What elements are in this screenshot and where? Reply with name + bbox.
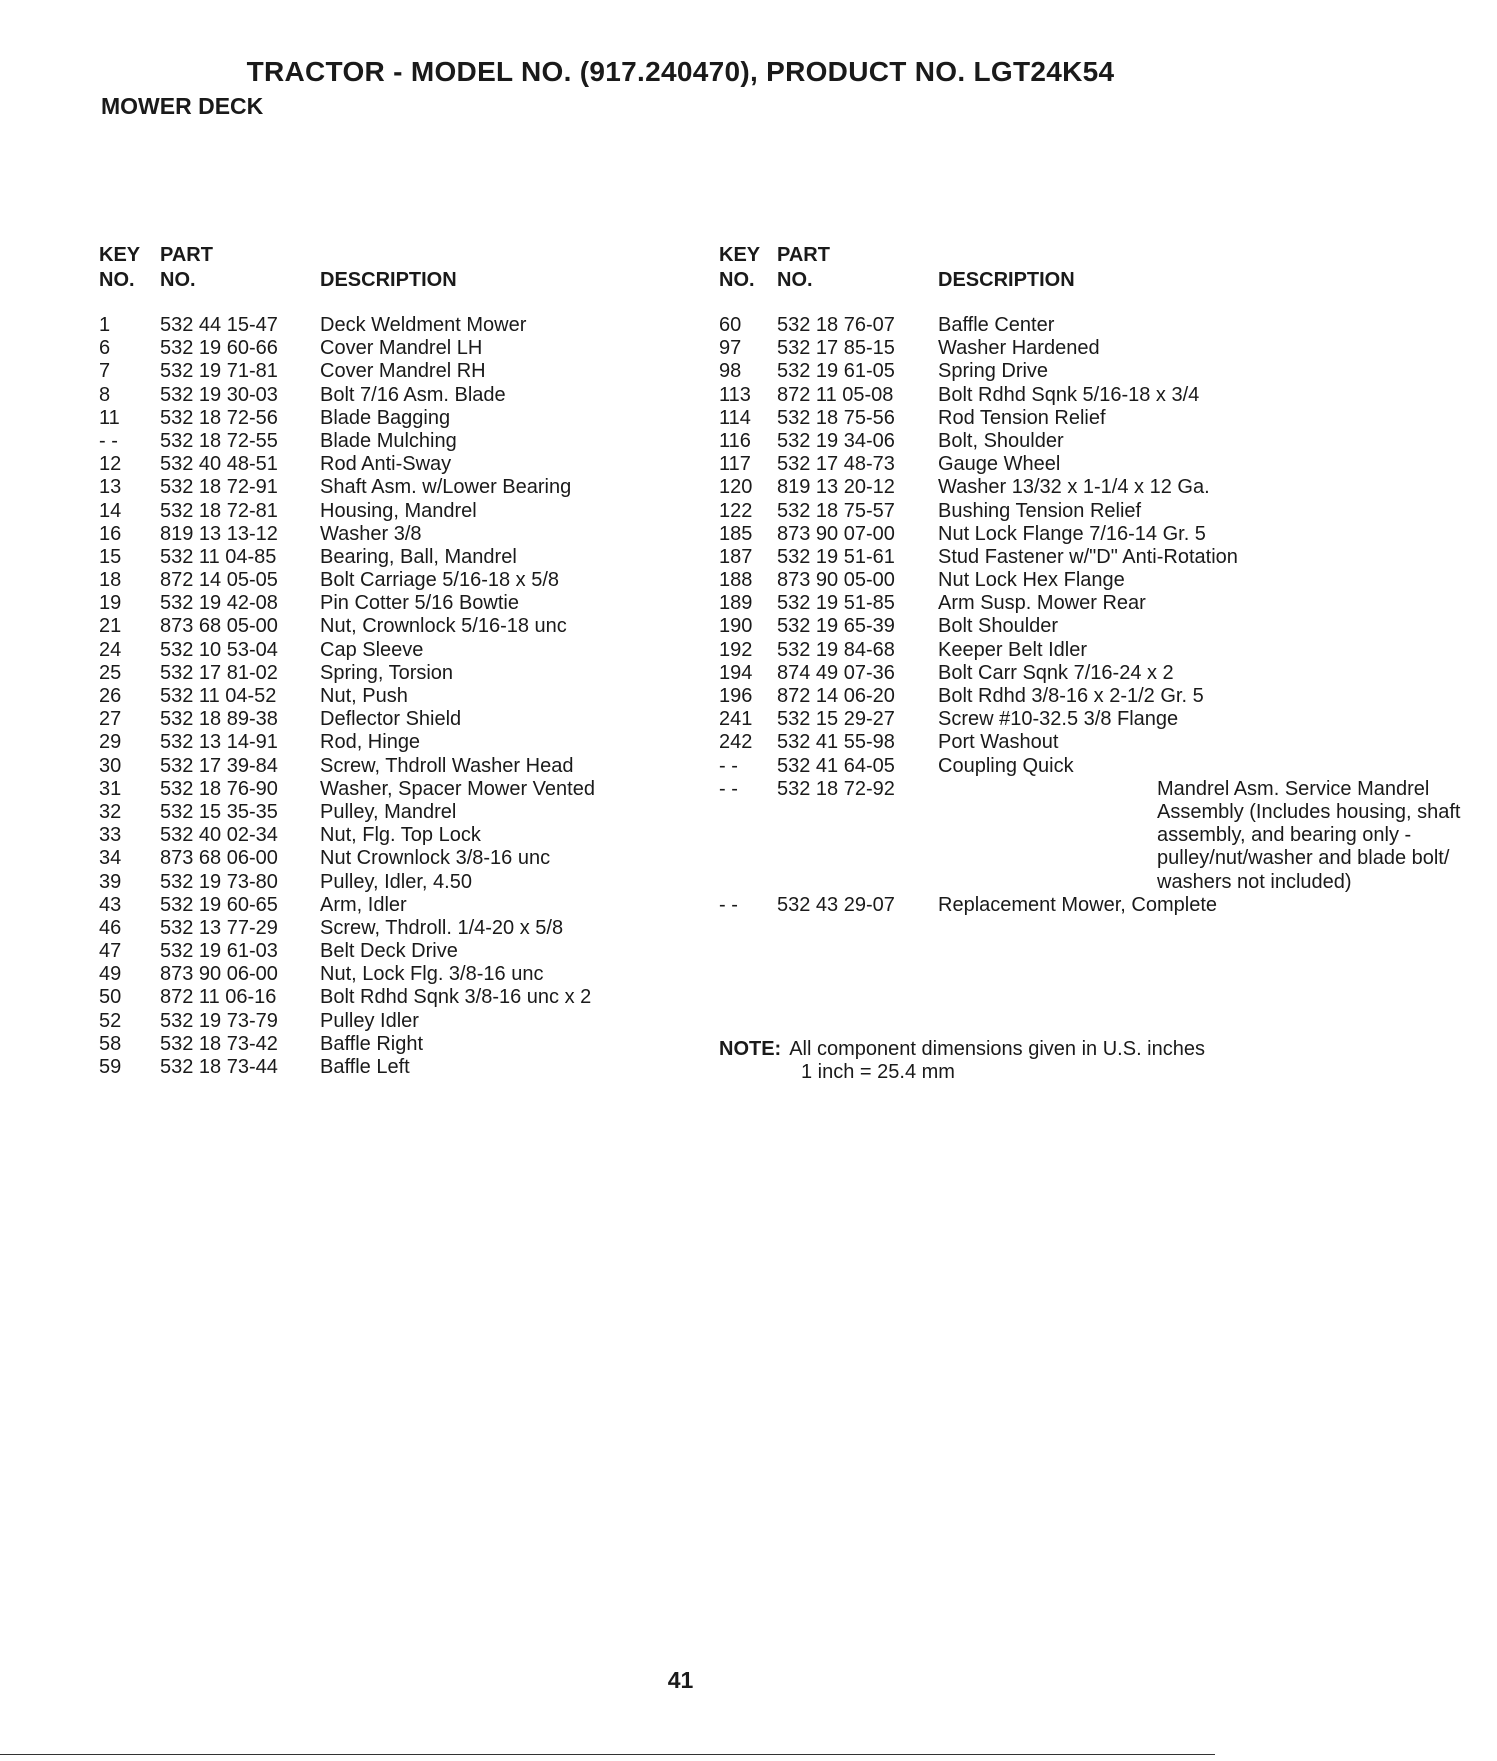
table-body (719, 314, 1461, 917)
part-description: Pulley Idler (320, 1009, 419, 1032)
part-number: 874 49 07-36 (777, 661, 895, 684)
note-line1: All component dimensions given in U.S. inches (789, 1038, 1205, 1060)
part-number: 532 18 73-42 (160, 1032, 278, 1055)
note (719, 1038, 1205, 1084)
part-description: Arm, Idler (320, 893, 407, 916)
part-description: Port Washout (938, 731, 1059, 754)
part-description: Spring, Torsion (320, 661, 454, 684)
header-key-line1: KEY (99, 244, 141, 266)
key-number: 97 (719, 337, 742, 360)
part-number: 532 15 29-27 (777, 708, 895, 731)
header-key-line2: NO. (99, 269, 135, 291)
part-number: 532 17 48-73 (777, 453, 895, 476)
page-title: TRACTOR - MODEL NO. (917.240470), PRODUCT NO. LGT24K54 (246, 56, 1115, 87)
key-number: 1 (99, 314, 111, 336)
key-number: 50 (99, 986, 122, 1009)
part-description: Bearing, Ball, Mandrel (320, 545, 517, 568)
bottom-divider (0, 1754, 1215, 1755)
part-description: Blade Mulching (320, 429, 457, 452)
part-number: 532 17 85-15 (777, 337, 895, 360)
part-description: Nut, Lock Flg. 3/8-16 unc (320, 963, 544, 986)
table-row (719, 615, 1278, 638)
key-number: 192 (719, 638, 753, 661)
header-key-line1: KEY (719, 244, 761, 266)
part-number: 532 44 15-47 (160, 314, 278, 336)
key-number: 24 (99, 638, 122, 661)
part-description: Nut, Push (320, 685, 408, 707)
part-number: 873 68 06-00 (160, 847, 278, 870)
part-number: 872 14 06-20 (777, 685, 895, 707)
part-number: 532 18 72-56 (160, 406, 278, 429)
part-description: Keeper Belt Idler (938, 638, 1087, 661)
part-description: Deflector Shield (320, 708, 462, 731)
table-row (719, 894, 1278, 917)
key-number: - - (719, 893, 738, 916)
key-number: 18 (99, 569, 122, 592)
part-number: 532 19 71-81 (160, 360, 278, 383)
key-number: 47 (99, 940, 122, 963)
part-number: 532 19 61-03 (160, 940, 278, 963)
table-row (719, 314, 1278, 337)
key-number: 58 (99, 1032, 122, 1055)
table-row (719, 731, 1278, 754)
part-number: 873 90 06-00 (160, 963, 278, 986)
header-description: DESCRIPTION (938, 269, 1075, 291)
key-number: 46 (99, 916, 122, 939)
key-number: 13 (99, 476, 122, 499)
part-number: 532 15 35-35 (160, 800, 278, 823)
key-number: 19 (99, 592, 122, 615)
part-description: Washer 13/32 x 1-1/4 x 12 Ga. (938, 476, 1210, 499)
part-description: Screw #10-32.5 3/8 Flange (938, 708, 1179, 731)
part-description: Cover Mandrel LH (320, 337, 483, 360)
table-row (719, 407, 1278, 430)
part-number: 873 90 07-00 (777, 522, 895, 545)
key-number: 122 (719, 499, 753, 522)
note-line2: 1 inch = 25.4 mm (801, 1061, 955, 1083)
key-number: 98 (719, 360, 742, 383)
key-number: 32 (99, 800, 122, 823)
key-number: 60 (719, 314, 742, 336)
part-number: 532 18 76-07 (777, 314, 895, 336)
key-number: 29 (99, 731, 122, 754)
part-number: 532 10 53-04 (160, 638, 278, 661)
part-number: 532 19 61-05 (777, 360, 895, 383)
part-number: 819 13 20-12 (777, 476, 895, 499)
key-number: 113 (719, 383, 751, 406)
part-number: 532 41 64-05 (777, 754, 895, 777)
table-row (719, 500, 1278, 523)
key-number: 242 (719, 731, 753, 754)
part-number: 532 18 72-55 (160, 429, 278, 452)
key-number: 31 (99, 777, 122, 800)
part-number: 532 19 60-65 (160, 893, 278, 916)
key-number: 6 (99, 337, 111, 360)
page-number: 41 (667, 1667, 694, 1693)
part-description: Pulley, Mandrel (320, 800, 457, 823)
part-description: Nut Lock Hex Flange (938, 569, 1125, 592)
table-row (719, 755, 1278, 778)
part-number: 872 11 05-08 (777, 383, 894, 406)
part-description: Bolt Rdhd Sqnk 5/16-18 x 3/4 (938, 383, 1200, 406)
part-number: 532 18 72-92 (777, 777, 895, 800)
part-number: 532 18 72-91 (160, 476, 278, 499)
part-description: Deck Weldment Mower (320, 314, 527, 336)
part-description: Baffle Center (938, 314, 1055, 336)
key-number: 15 (99, 545, 122, 568)
table-row (719, 708, 1278, 731)
part-description: Arm Susp. Mower Rear (938, 592, 1146, 615)
table-row (719, 430, 1278, 453)
part-description: Washer 3/8 (320, 522, 422, 545)
part-number: 532 19 51-61 (777, 545, 895, 568)
part-description: Housing, Mandrel (320, 499, 477, 522)
key-number: - - (719, 777, 738, 800)
key-number: 33 (99, 824, 122, 847)
key-number: 16 (99, 522, 122, 545)
part-number: 873 90 05-00 (777, 569, 895, 592)
header-part-line1: PART (160, 244, 213, 266)
part-number: 532 18 75-56 (777, 406, 895, 429)
part-number: 532 13 14-91 (160, 731, 278, 754)
table-header (719, 244, 1278, 298)
table-row (719, 569, 1278, 592)
part-number: 532 43 29-07 (777, 893, 895, 916)
key-number: 11 (99, 406, 120, 429)
part-description: Stud Fastener w/"D" Anti-Rotation (938, 545, 1238, 568)
part-number: 872 11 06-16 (160, 986, 277, 1009)
part-number: 532 18 72-81 (160, 499, 278, 522)
part-number: 532 40 02-34 (160, 824, 278, 847)
key-number: - - (719, 754, 738, 777)
key-number: 185 (719, 522, 753, 545)
part-description: Bolt, Shoulder (938, 429, 1064, 452)
part-number: 532 13 77-29 (160, 916, 278, 939)
part-number: 532 19 65-39 (777, 615, 895, 638)
part-number: 532 41 55-98 (777, 731, 895, 754)
part-description: Coupling Quick (938, 754, 1074, 777)
part-description: Rod, Hinge (320, 731, 421, 754)
key-number: 187 (719, 545, 753, 568)
key-number: 49 (99, 963, 122, 986)
part-description: Shaft Asm. w/Lower Bearing (320, 476, 572, 499)
key-number: 190 (719, 615, 753, 638)
key-number: 114 (719, 406, 751, 429)
part-description: Pin Cotter 5/16 Bowtie (320, 592, 519, 615)
table-row (719, 384, 1278, 407)
part-description: Bolt 7/16 Asm. Blade (320, 383, 506, 406)
key-number: 117 (719, 453, 751, 476)
part-description: Cover Mandrel RH (320, 360, 486, 383)
part-number: 532 40 48-51 (160, 453, 278, 476)
key-number: 12 (99, 453, 122, 476)
key-number: 30 (99, 754, 122, 777)
part-description: Belt Deck Drive (320, 940, 458, 963)
part-description: Washer Hardened (938, 337, 1100, 360)
key-number: 25 (99, 661, 122, 684)
part-number: 532 11 04-85 (160, 545, 277, 568)
key-number: 188 (719, 569, 753, 592)
table-row (719, 662, 1278, 685)
part-description: Spring Drive (938, 360, 1049, 383)
part-description: Bolt Carr Sqnk 7/16-24 x 2 (938, 661, 1174, 684)
table-row (719, 360, 1278, 383)
part-number: 532 19 51-85 (777, 592, 895, 615)
part-number: 532 19 84-68 (777, 638, 895, 661)
key-number: 34 (99, 847, 122, 870)
part-description: Pulley, Idler, 4.50 (320, 870, 472, 893)
table-row (719, 337, 1278, 360)
table-row (719, 685, 1278, 708)
key-number: 194 (719, 661, 753, 684)
table-row (719, 476, 1278, 499)
key-number: 52 (99, 1009, 122, 1032)
part-description: Nut, Crownlock 5/16-18 unc (320, 615, 567, 638)
part-description: Blade Bagging (320, 406, 451, 429)
key-number: 26 (99, 685, 122, 707)
part-description: Bolt Shoulder (938, 615, 1059, 638)
key-number: 7 (99, 360, 111, 383)
part-number: 532 17 39-84 (160, 754, 278, 777)
part-description: Baffle Left (320, 1056, 410, 1078)
part-number: 532 19 73-79 (160, 1009, 278, 1032)
part-number: 873 68 05-00 (160, 615, 278, 638)
part-description: Nut Crownlock 3/8-16 unc (320, 847, 551, 870)
key-number: 241 (719, 708, 753, 731)
parts-table-right (719, 244, 1461, 917)
header-description: DESCRIPTION (320, 269, 457, 291)
key-number: 43 (99, 893, 122, 916)
part-description: Nut, Flg. Top Lock (320, 824, 481, 847)
part-number: 532 18 73-44 (160, 1056, 278, 1078)
table-row (719, 639, 1278, 662)
part-description: Bolt Carriage 5/16-18 x 5/8 (320, 569, 560, 592)
key-number: 59 (99, 1056, 122, 1078)
part-number: 532 18 75-57 (777, 499, 895, 522)
table-row (719, 777, 1461, 894)
key-number: 39 (99, 870, 122, 893)
part-description: Rod Tension Relief (938, 406, 1106, 429)
header-part-line2: NO. (777, 269, 813, 291)
part-number: 532 18 89-38 (160, 708, 278, 731)
note-label: NOTE: (719, 1038, 782, 1060)
part-description: Rod Anti-Sway (320, 453, 452, 476)
section-title: MOWER DECK (101, 93, 264, 119)
part-description: Bolt Rdhd 3/8-16 x 2-1/2 Gr. 5 (938, 685, 1204, 707)
part-number: 532 19 34-06 (777, 429, 895, 452)
key-number: 196 (719, 685, 753, 707)
key-number: 21 (99, 615, 122, 638)
part-description: Baffle Right (320, 1032, 424, 1055)
part-description: Screw, Thdroll. 1/4-20 x 5/8 (320, 916, 564, 939)
table-row (719, 523, 1278, 546)
part-number: 532 19 42-08 (160, 592, 278, 615)
part-number: 532 17 81-02 (160, 661, 278, 684)
key-number: 27 (99, 708, 122, 731)
part-description: Replacement Mower, Complete (938, 893, 1218, 916)
part-description: Gauge Wheel (938, 453, 1061, 476)
key-number: 14 (99, 499, 122, 522)
header-part-line1: PART (777, 244, 830, 266)
part-description: Nut Lock Flange 7/16-14 Gr. 5 (938, 522, 1206, 545)
part-description: Washer, Spacer Mower Vented (320, 777, 595, 800)
part-number: 532 19 73-80 (160, 870, 278, 893)
table-row (719, 453, 1278, 476)
part-description: Bolt Rdhd Sqnk 3/8-16 unc x 2 (320, 986, 592, 1009)
part-number: 532 11 04-52 (160, 685, 277, 707)
part-description: Bushing Tension Relief (938, 499, 1142, 522)
part-number: 532 19 60-66 (160, 337, 278, 360)
key-number: - - (99, 429, 118, 452)
key-number: 120 (719, 476, 753, 499)
part-description: Cap Sleeve (320, 638, 424, 661)
part-number: 532 19 30-03 (160, 383, 278, 406)
table-row (719, 592, 1278, 615)
key-number: 116 (719, 429, 751, 452)
part-description: Screw, Thdroll Washer Head (320, 754, 574, 777)
table-row (719, 546, 1278, 569)
part-number: 872 14 05-05 (160, 569, 278, 592)
header-key-line2: NO. (719, 269, 755, 291)
part-description: Mandrel Asm. Service Mandrel Assembly (Includes housing, shaft assembly, and bearing only - pulley/nut/washer and blade bolt/ washers not included) (1157, 777, 1461, 893)
header-part-line2: NO. (160, 269, 196, 291)
key-number: 8 (99, 383, 111, 406)
key-number: 189 (719, 592, 753, 615)
part-number: 819 13 13-12 (160, 522, 278, 545)
part-number: 532 18 76-90 (160, 777, 278, 800)
